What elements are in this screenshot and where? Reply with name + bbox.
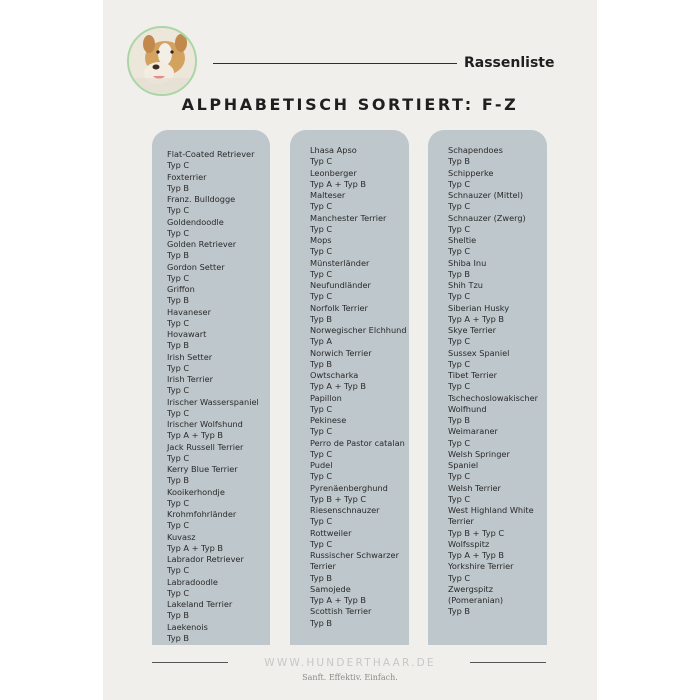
list-item: Schapendoes — [448, 145, 503, 155]
list-item: Havaneser — [167, 306, 211, 317]
list-item: Krohmfohrländer — [167, 509, 237, 519]
list-item: Typ B — [310, 358, 332, 369]
list-item: Weimaraner — [448, 426, 498, 437]
list-item: Typ C — [310, 268, 333, 279]
list-item: Shih Tzu — [448, 280, 483, 290]
list-item: Jack Russell Terrier — [167, 441, 244, 452]
list-item: Typ C — [310, 246, 333, 257]
list-item: Sussex Spaniel — [448, 347, 510, 358]
list-item: Norwegischer Elchhund — [310, 325, 407, 335]
list-item: Welsh Springer — [448, 448, 510, 459]
list-item: Typ A — [310, 336, 332, 347]
list-item: Papillon — [310, 392, 342, 403]
list-item: Schipperke — [448, 167, 494, 178]
list-item: Typ C — [310, 291, 333, 302]
list-item: Irischer Wolfshund — [167, 419, 243, 429]
list-item: Typ B — [167, 340, 189, 351]
list-item: Typ B — [310, 617, 332, 628]
list-item: Russischer Schwarzer — [310, 550, 399, 560]
list-item: Typ C — [448, 201, 471, 212]
list-item: Pudel — [310, 460, 333, 470]
list-item: Münsterländer — [310, 257, 370, 268]
list-item: Kooikerhondje — [167, 486, 225, 497]
list-item: Typ C — [167, 317, 190, 328]
list-item: Perro de Pastor catalan — [310, 437, 405, 448]
list-item: Owtscharka — [310, 370, 359, 380]
list-item: Tibet Terrier — [448, 370, 497, 380]
list-item: Skye Terrier — [448, 325, 497, 335]
list-item: Kuvasz — [167, 531, 196, 542]
breed-list-3 — [448, 145, 538, 618]
list-item: Tschechoslowakischer — [448, 392, 538, 403]
list-item: Riesenschnauzer — [310, 505, 380, 515]
footer-tagline: Sanft. Effektiv. Einfach. — [302, 673, 398, 682]
list-item: Typ C — [310, 201, 333, 212]
list-item: Irish Setter — [167, 351, 213, 362]
list-item: Labrador Retriever — [167, 554, 244, 564]
list-item: Typ C — [448, 246, 471, 257]
list-item: Typ C — [448, 291, 471, 302]
list-item: Manchester Terrier — [310, 212, 387, 223]
list-item: Typ B — [167, 610, 189, 621]
list-item: Typ C — [448, 336, 471, 347]
list-item: Shiba Inu — [448, 257, 487, 268]
dog-photo — [129, 28, 195, 94]
list-item: Typ C — [310, 471, 333, 482]
list-item: Typ C — [310, 426, 333, 437]
list-item: Typ C — [167, 452, 190, 463]
list-item: Typ C — [167, 385, 190, 396]
list-item: Schnauzer (Zwerg) — [448, 212, 526, 223]
list-item: Typ C — [448, 471, 471, 482]
breed-list-2 — [310, 145, 407, 629]
list-item: Siberian Husky — [448, 302, 510, 313]
list-item: Typ C — [448, 493, 471, 504]
list-item: Lakeland Terrier — [167, 599, 233, 609]
list-item: Typ C — [167, 407, 190, 418]
list-item: Typ C — [310, 538, 333, 549]
list-item: Wolfsspitz — [448, 538, 490, 549]
list-item: Wolfhund — [448, 403, 487, 414]
list-item: Flat-Coated Retriever — [167, 149, 255, 159]
list-item: Malteser — [310, 190, 346, 200]
list-item: (Pomeranian) — [448, 595, 504, 605]
list-item: Irischer Wasserspaniel — [167, 396, 259, 407]
list-item: Typ C — [448, 178, 471, 189]
list-item: Typ C — [167, 160, 190, 171]
list-item: Typ C — [310, 223, 333, 234]
list-item: Typ A + Typ B — [448, 550, 505, 560]
list-item: Typ C — [310, 448, 333, 459]
list-item: Foxterrier — [167, 171, 207, 182]
list-item: Typ C — [448, 572, 471, 583]
list-item: Sheltie — [448, 235, 477, 245]
list-item: Goldendoodle — [167, 216, 224, 227]
list-item: Scottish Terrier — [310, 606, 372, 617]
list-item: Typ A + Typ B — [448, 313, 505, 324]
list-item: Neufundländer — [310, 280, 371, 290]
list-item: Mops — [310, 235, 332, 245]
list-item: Typ B — [167, 295, 189, 306]
list-item: Typ B + Typ C — [448, 527, 505, 538]
breed-list-1 — [167, 149, 259, 644]
list-item: West Highland White — [448, 505, 534, 515]
list-item: Typ B — [448, 156, 470, 167]
list-item: Typ C — [167, 205, 190, 216]
list-item: Typ B — [448, 606, 470, 617]
list-item: Typ B — [167, 475, 189, 486]
list-item: Typ C — [167, 565, 190, 576]
footer-website: WWW.HUNDERTHAAR.DE — [264, 657, 436, 669]
list-item: Norfolk Terrier — [310, 302, 368, 313]
list-item: Typ A + Typ B — [310, 381, 367, 392]
list-item: Typ C — [167, 497, 190, 508]
list-item: Typ A + Typ B — [310, 178, 367, 189]
list-item: Typ C — [167, 227, 190, 238]
list-item: Terrier — [310, 561, 336, 572]
list-item: Schnauzer (Mittel) — [448, 190, 524, 200]
list-item: Labradoodle — [167, 576, 218, 587]
list-item: Terrier — [448, 516, 474, 527]
list-item: Typ C — [448, 437, 471, 448]
list-item: Typ C — [448, 358, 471, 369]
list-item: Typ B — [448, 415, 470, 425]
page-subtitle: ALPHABETISCH SORTIERT: F-Z — [181, 95, 519, 114]
list-item: Golden Retriever — [167, 239, 237, 249]
list-item: Spaniel — [448, 460, 479, 470]
list-item: Norwich Terrier — [310, 347, 372, 358]
list-item: Typ C — [448, 223, 471, 234]
list-item: Typ B + Typ C — [310, 493, 367, 504]
list-item: Leonberger — [310, 167, 357, 178]
list-item: Yorkshire Terrier — [448, 561, 514, 572]
list-item: Typ B — [167, 632, 189, 643]
list-item: Griffon — [167, 284, 195, 294]
list-item: Typ C — [310, 516, 333, 527]
list-item: Typ C — [167, 272, 190, 283]
list-item: Typ C — [448, 381, 471, 392]
list-item: Typ C — [310, 403, 333, 414]
list-item: Zwergspitz — [448, 583, 494, 594]
list-item: Pyrenäenberghund — [310, 482, 388, 493]
list-item: Typ B — [167, 182, 189, 193]
list-item: Typ A + Typ B — [310, 595, 367, 605]
header-divider — [213, 63, 457, 64]
list-item: Kerry Blue Terrier — [167, 464, 238, 474]
list-item: Typ C — [167, 362, 190, 373]
list-item: Pekinese — [310, 415, 347, 425]
page-title: Rassenliste — [464, 55, 555, 71]
list-item: Typ C — [310, 156, 333, 167]
list-item: Rottweiler — [310, 527, 352, 538]
dog-photo-avatar — [127, 26, 197, 96]
list-item: Laekenois — [167, 621, 208, 632]
list-item: Samojede — [310, 583, 351, 594]
list-item: Typ B — [310, 313, 332, 324]
list-item: Typ C — [167, 587, 190, 598]
list-item: Gordon Setter — [167, 261, 225, 272]
list-item: Welsh Terrier — [448, 482, 501, 493]
list-item: Typ C — [167, 520, 190, 531]
list-item: Typ A + Typ B — [167, 542, 224, 553]
list-item: Typ B — [310, 572, 332, 583]
list-item: Hovawart — [167, 329, 207, 339]
list-item: Irish Terrier — [167, 374, 214, 384]
list-item: Lhasa Apso — [310, 145, 357, 155]
list-item: Typ B — [167, 250, 189, 261]
list-item: Typ B — [448, 268, 470, 279]
list-item: Franz. Bulldogge — [167, 194, 236, 204]
list-item: Typ A + Typ B — [167, 430, 224, 441]
